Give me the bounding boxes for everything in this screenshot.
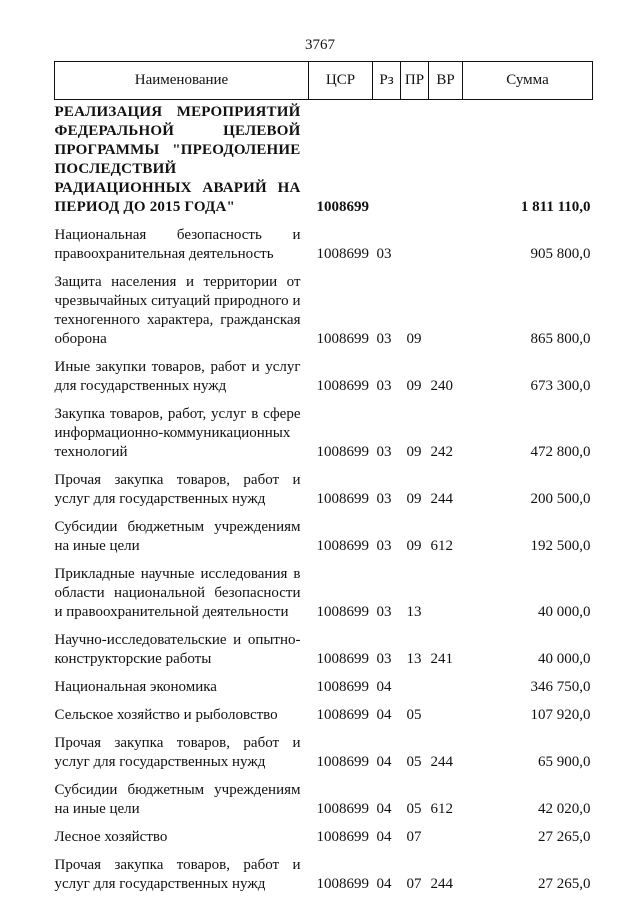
row-rz: 04: [376, 801, 392, 817]
row-sum: 42 020,0: [538, 801, 591, 817]
row-vr: [429, 217, 463, 264]
row-pr: 05: [406, 801, 422, 817]
row-rz: [373, 100, 401, 218]
row-name: РЕАЛИЗАЦИЯ МЕРОПРИЯТИЙ ФЕДЕРАЛЬНОЙ ЦЕЛЕВОЙ ПРОГРАММЫ "ПРЕОДОЛЕНИЕ ПОСЛЕДСТВИЙ РАДИАЦИОННЫХ АВАРИЙ НА ПЕРИОД ДО 2015 ГОДА": [54, 104, 301, 215]
row-csr: 1008699: [316, 679, 369, 695]
row-sum: 27 265,0: [538, 876, 591, 892]
row-vr: 612: [430, 538, 453, 554]
row-name: Закупка товаров, работ, услуг в сфере информационно-коммуникационных технологий: [54, 406, 301, 460]
table-row: [55, 622, 593, 669]
row-sum: 1 811 110,0: [520, 199, 591, 215]
column-header-vr: ВР: [429, 62, 463, 100]
row-csr: 1008699: [316, 876, 369, 892]
row-rz: 03: [376, 246, 392, 262]
row-vr: [429, 669, 463, 697]
row-pr: 09: [406, 538, 422, 554]
row-vr: [429, 100, 463, 218]
row-vr: 244: [430, 876, 453, 892]
table-row: [55, 509, 593, 556]
row-pr: 07: [406, 876, 422, 892]
table-row: [55, 100, 593, 218]
row-csr: 1008699: [316, 331, 369, 347]
row-name: Лесное хозяйство: [54, 829, 168, 845]
row-pr: [401, 100, 429, 218]
row-pr: 09: [406, 331, 422, 347]
table-row: [55, 819, 593, 847]
row-csr: 1008699: [316, 491, 369, 507]
row-rz: 03: [376, 651, 392, 667]
table-row: [55, 697, 593, 725]
row-csr: 1008699: [316, 801, 369, 817]
row-vr: [429, 697, 463, 725]
row-vr: 244: [430, 491, 453, 507]
row-sum: 40 000,0: [538, 651, 591, 667]
row-rz: 04: [376, 707, 392, 723]
row-name: Субсидии бюджетным учреждениям на иные цели: [54, 519, 301, 554]
row-pr: [401, 217, 429, 264]
row-sum: 27 265,0: [538, 829, 591, 845]
column-header-name: Наименование: [55, 62, 309, 100]
row-name: Национальная безопасность и правоохранительная деятельность: [54, 227, 301, 262]
row-pr: 05: [406, 707, 422, 723]
row-csr: 1008699: [316, 378, 369, 394]
table-row: [55, 556, 593, 622]
row-vr: 244: [430, 754, 453, 770]
row-name: Прочая закупка товаров, работ и услуг для государственных нужд: [54, 735, 301, 770]
row-rz: 03: [376, 491, 392, 507]
column-header-pr: ПР: [401, 62, 429, 100]
row-sum: 107 920,0: [530, 707, 591, 723]
row-sum: 65 900,0: [538, 754, 591, 770]
row-csr: 1008699: [316, 754, 369, 770]
row-sum: 865 800,0: [530, 331, 591, 347]
row-rz: 03: [376, 331, 392, 347]
row-vr: [429, 264, 463, 349]
row-vr: [429, 556, 463, 622]
row-sum: 673 300,0: [530, 378, 591, 394]
budget-table: [54, 61, 593, 894]
row-rz: 03: [376, 378, 392, 394]
row-csr: 1008699: [316, 246, 369, 262]
row-vr: [429, 819, 463, 847]
table-row: [55, 396, 593, 462]
row-csr: 1008699: [316, 444, 369, 460]
row-csr: 1008699: [316, 707, 369, 723]
column-header-sum: Сумма: [463, 62, 593, 100]
row-rz: 04: [376, 754, 392, 770]
row-rz: 03: [376, 444, 392, 460]
table-header: [55, 62, 593, 100]
row-csr: 1008699: [316, 538, 369, 554]
row-vr: 612: [430, 801, 453, 817]
row-csr: 1008699: [316, 199, 369, 215]
row-vr: 241: [430, 651, 453, 667]
table-row: [55, 349, 593, 396]
row-pr: 09: [406, 444, 422, 460]
column-header-csr: ЦСР: [309, 62, 373, 100]
row-rz: 04: [376, 679, 392, 695]
column-header-rz: Рз: [373, 62, 401, 100]
row-csr: 1008699: [316, 651, 369, 667]
row-sum: 192 500,0: [530, 538, 591, 554]
row-name: Прочая закупка товаров, работ и услуг для государственных нужд: [54, 472, 301, 507]
row-pr: 13: [406, 604, 422, 620]
row-rz: 04: [376, 876, 392, 892]
row-pr: 07: [406, 829, 422, 845]
row-name: Сельское хозяйство и рыболовство: [54, 707, 278, 723]
row-sum: 472 800,0: [530, 444, 591, 460]
row-name: Научно-исследовательские и опытно-конструкторские работы: [54, 632, 301, 667]
row-pr: 09: [406, 378, 422, 394]
row-name: Прочая закупка товаров, работ и услуг для государственных нужд: [54, 857, 301, 892]
row-name: Национальная экономика: [54, 679, 217, 695]
row-pr: 13: [406, 651, 422, 667]
row-name: Прикладные научные исследования в области национальной безопасности и правоохранительной деятельности: [54, 566, 301, 620]
table-row: [55, 217, 593, 264]
row-rz: 03: [376, 604, 392, 620]
row-pr: [401, 669, 429, 697]
row-csr: 1008699: [316, 829, 369, 845]
row-csr: 1008699: [316, 604, 369, 620]
row-vr: 240: [430, 378, 453, 394]
table-row: [55, 847, 593, 894]
row-rz: 04: [376, 829, 392, 845]
row-name: Защита населения и территории от чрезвычайных ситуаций природного и техногенного характера, гражданская оборона: [54, 274, 301, 347]
table-row: [55, 772, 593, 819]
table-body: [55, 100, 593, 895]
row-vr: 242: [430, 444, 453, 460]
row-pr: 09: [406, 491, 422, 507]
table-row: [55, 264, 593, 349]
row-sum: 346 750,0: [530, 679, 591, 695]
row-name: Иные закупки товаров, работ и услуг для государственных нужд: [54, 359, 301, 394]
row-pr: 05: [406, 754, 422, 770]
row-name: Субсидии бюджетным учреждениям на иные цели: [54, 782, 301, 817]
table-row: [55, 725, 593, 772]
row-rz: 03: [376, 538, 392, 554]
row-sum: 905 800,0: [530, 246, 591, 262]
row-sum: 40 000,0: [538, 604, 591, 620]
page-number: 3767: [305, 37, 335, 53]
table-row: [55, 462, 593, 509]
table-row: [55, 669, 593, 697]
row-sum: 200 500,0: [530, 491, 591, 507]
